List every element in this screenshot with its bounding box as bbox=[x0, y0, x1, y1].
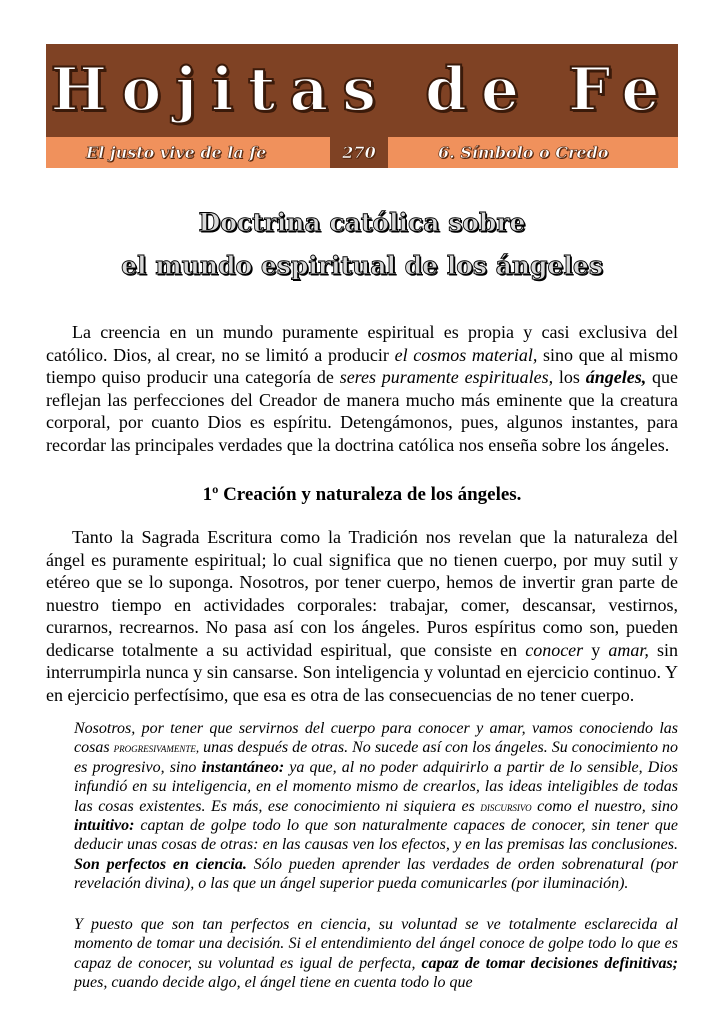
document-title-line-2: el mundo espiritual de los ángeles bbox=[121, 251, 603, 280]
subtitle-bar bbox=[46, 137, 678, 168]
quote-paragraph-1: Nosotros, por tener que servirnos del cuerpo para conocer y amar, vamos conociendo las cosas progresivamente, unas después de otras. No sucede así con los ángeles. Su conocimiento no es progresivo, sino instantáneo: ya que, al no poder adquirirlo a partir de lo sensible, Dios infundió en su inteligencia, en el momento mismo de crearlos, las ideas inteligibles de todas las cosas existentes. Es más, ese conocimiento ni siquiera es discursivo como el nuestro, sino intuitivo: captan de golpe todo lo que son naturalmente capaces de conocer, sin tener que deducir unas cosas de otras: en las causas ven los efectos, y en las premisas las conclusiones. Son perfectos en ciencia. Sólo pueden aprender las verdades de orden sobrenatural (por revelación divina), o las que un ángel superior pueda comunicarles (por iluminación). bbox=[74, 720, 679, 893]
section-heading: 1º Creación y naturaleza de los ángeles. bbox=[202, 484, 522, 505]
quote-paragraph-2: Y puesto que son tan perfectos en ciencia, su voluntad se ve totalmente esclarecida al momento de tomar una decisión. Si el entendimiento del ángel conoce de golpe todo lo que es capaz de conocer, su voluntad es igual de perfecta, capaz de tomar decisiones definitivas; pues, cuando decide algo, el ángel tiene en cuenta todo lo que bbox=[74, 916, 678, 992]
issue-number: 270 bbox=[330, 137, 388, 168]
motto: El justo vive de la fe bbox=[86, 143, 267, 162]
series-label: 6. Símbolo o Credo bbox=[438, 143, 609, 162]
masthead bbox=[46, 44, 678, 168]
document-title-line-1: Doctrina católica sobre bbox=[198, 208, 526, 237]
intro-paragraph: La creencia en un mundo puramente espiritual es propia y casi exclusiva del católico. Dios, al crear, no se limitó a producir el cosmos material, sino que al mismo tiempo quiso producir una categoría de seres puramente espirituales, los ángeles, que reflejan las perfecciones del Creador de manera mucho más eminente que la creatura corporal, por cuanto Dios es espíritu. Detengámonos, pues, algunos instantes, para recordar las principales verdades que la doctrina católica nos enseña sobre los ángeles. bbox=[46, 322, 678, 455]
publication-title: Hojitas de Fe bbox=[50, 55, 674, 125]
body-paragraph: Tanto la Sagrada Escritura como la Tradición nos revelan que la naturaleza del ángel es puramente espiritual; lo cual significa que no tienen cuerpo, por muy sutil y etéreo que se lo suponga. Nosotros, por tener cuerpo, hemos de invertir gran parte de nuestro tiempo en actividades corporales: trabajar, comer, descansar, vestirnos, curarnos, recrearnos. No pasa así con los ángeles. Puros espíritus como son, pueden dedicarse totalmente a su actividad espiritual, que consiste en conocer y amar, sin interrumpirla nunca y sin cansarse. Son inteligencia y voluntad en ejercicio continuo. Y en ejercicio perfectísimo, que esa es otra de las consecuencias de no tener cuerpo. bbox=[46, 527, 678, 705]
